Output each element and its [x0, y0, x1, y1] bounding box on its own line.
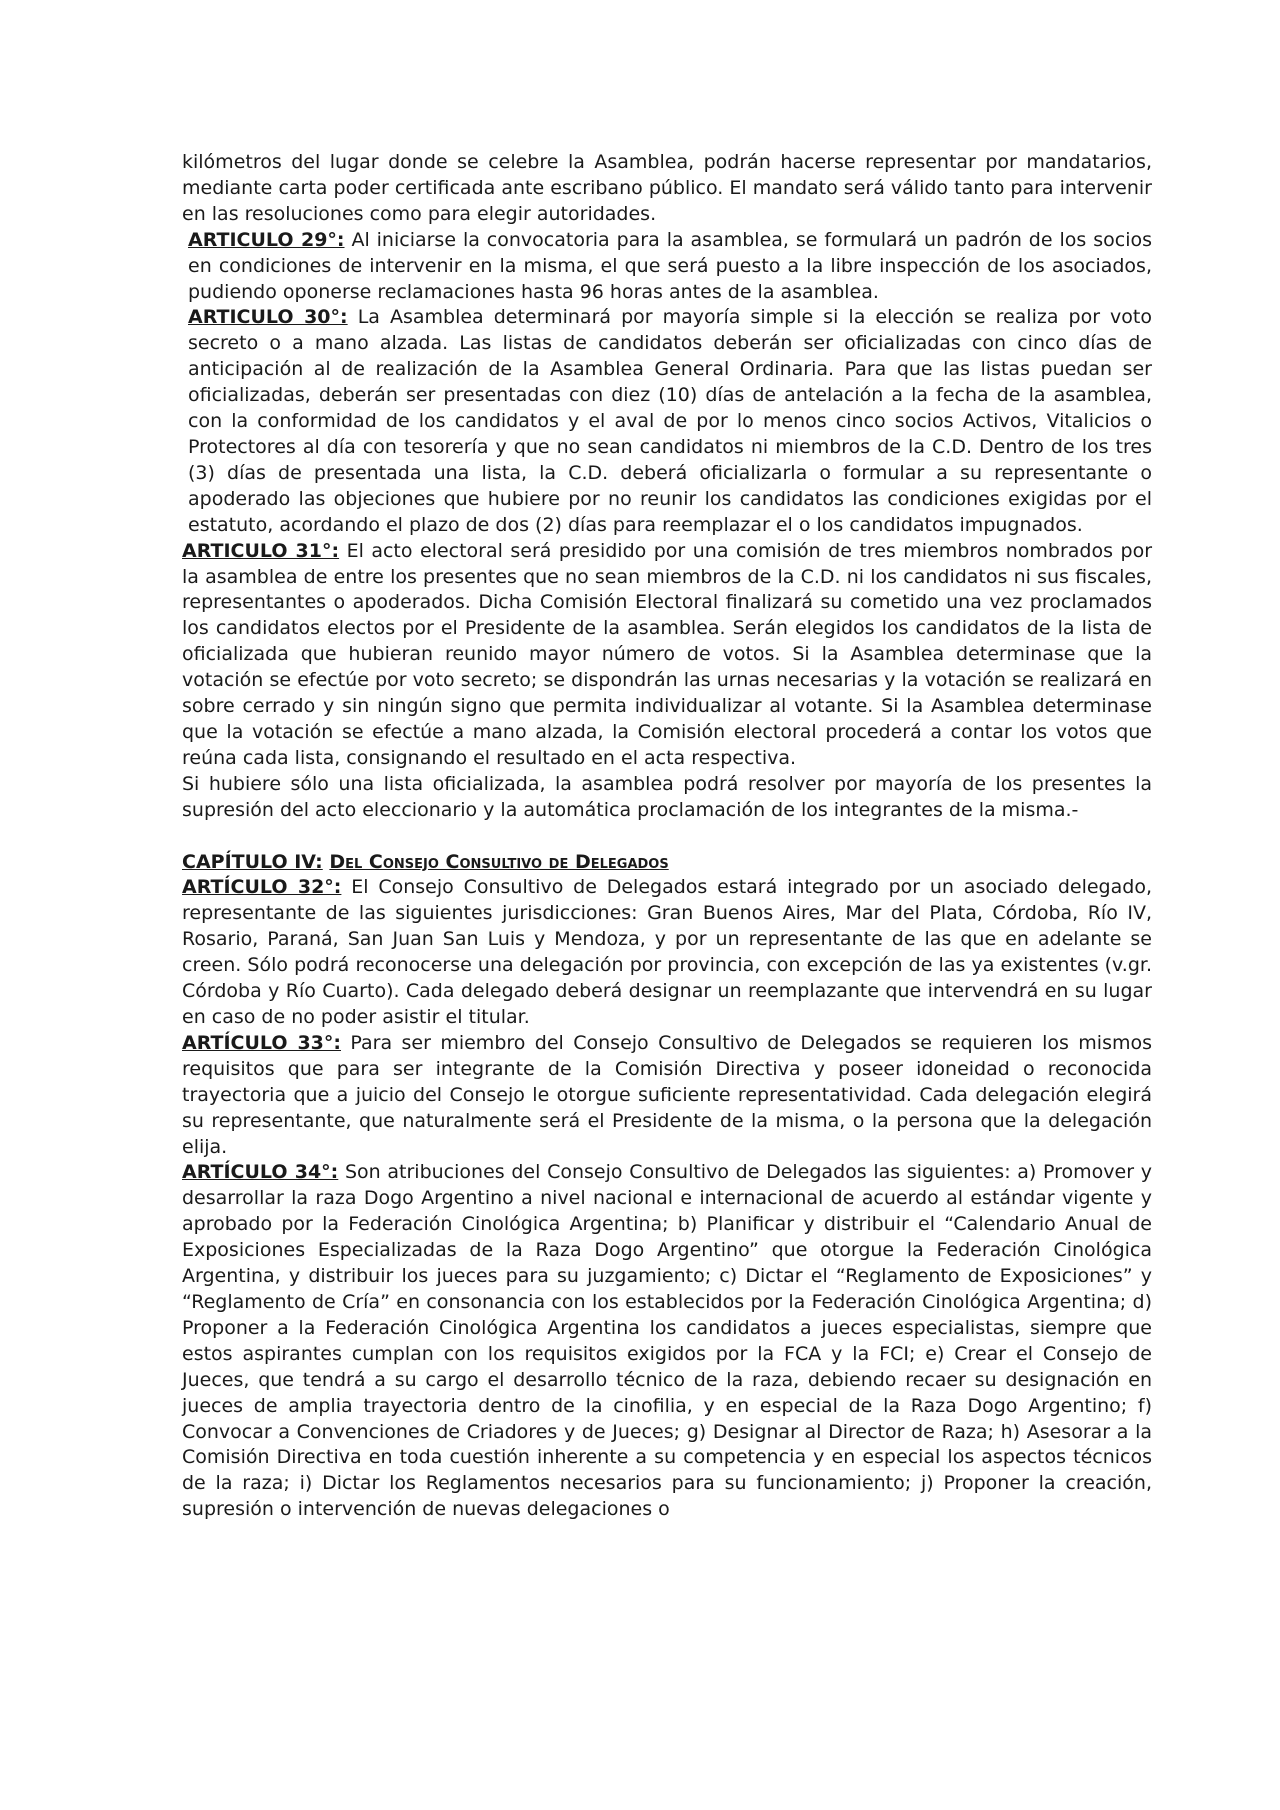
article-30-label: ARTICULO 30°:: [188, 306, 348, 329]
article-32: [182, 875, 1152, 1030]
article-31-label: ARTICULO 31°:: [182, 539, 340, 562]
article-34-text: Son atribuciones del Consejo Consultivo de Delegados las siguientes: a) Promover y desarrollar la raza Dogo Argentino a nivel nacional e internacional de acuerdo al estándar vigente y aprobado por la Federación Cinológica Argentina; b) Planificar y distribuir el “Calendario Anual de Exposiciones Especializadas de la Raza Dogo Argentino” que otorgue la Federación Cinológica Argentina, y distribuir los jueces para su juzgamiento; c) Dictar el “Reglamento de Exposiciones” y “Reglamento de Cría” en consonancia con los establecidos por la Federación Cinológica Argentina; d) Proponer a la Federación Cinológica Argentina los candidatos a jueces especialistas, siempre que estos aspirantes cumplan con los requisitos exigidos por la FCA y la FCI; e) Crear el Consejo de Jueces, que tendrá a su cargo el desarrollo técnico de la raza, debiendo recaer su designación en jueces de amplia trayectoria dentro de la cinofilia, y en especial de la Raza Dogo Argentino; f) Convocar a Convenciones de Criadores y de Jueces; g) Designar al Director de Raza; h) Asesorar a la Comisión Directiva en toda cuestión inherente a su competencia y en especial los aspectos técnicos de la raza; i) Dictar los Reglamentos necesarios para su funcionamiento; j) Proponer la creación, supresión o intervención de nuevas delegaciones o: [182, 1161, 1152, 1521]
article-31: [182, 539, 1152, 772]
article-33-text: Para ser miembro del Consejo Consultivo de Delegados se requieren los mismos requisitos que para ser integrante de la Comisión Directiva y poseer idoneidad o reconocida trayectoria que a juicio del Consejo le otorgue suficiente representatividad. Cada delegación elegirá su representante, que naturalmente será el Presidente de la misma, o la persona que la delegación elija.: [182, 1031, 1152, 1158]
article-32-label: ARTÍCULO 32°:: [182, 876, 342, 899]
chapter-label: CAPÍTULO IV:: [182, 850, 323, 873]
article-30: [182, 305, 1152, 538]
article-33-label: ARTÍCULO 33°:: [182, 1031, 341, 1054]
closing-paragraph: Si hubiere sólo una lista oficializada, la asamblea podrá resolver por mayoría de los presentes la supresión del acto eleccionario y la automática proclamación de los integrantes de la misma.-: [182, 772, 1152, 821]
article-33: [182, 1031, 1152, 1161]
article-29-label: ARTICULO 29°:: [188, 228, 345, 251]
article-34-label: ARTÍCULO 34°:: [182, 1161, 339, 1184]
article-30-text: La Asamblea determinará por mayoría simple si la elección se realiza por voto secreto o a mano alzada. Las listas de candidatos deberán ser oficializadas con cinco días de anticipación al de realización de la Asamblea General Ordinaria. Para que las listas puedan ser oficializadas, deberán ser presentadas con diez (10) días de antelación a la fecha de la asamblea, con la conformidad de los candidatos y el aval de por lo menos cinco socios Activos, Vitalicios o Protectores al día con tesorería y que no sean candidatos ni miembros de la C.D. Dentro de los tres (3) días de presentada una lista, la C.D. deberá oficializarla o formular a su representante o apoderado las objeciones que hubiere por no reunir los candidatos las condiciones exigidas por el estatuto, acordando el plazo de dos (2) días para reemplazar el o los candidatos impugnados.: [188, 306, 1153, 536]
chapter-title: Del Consejo Consultivo de Delegados: [329, 850, 669, 873]
intro-paragraph: kilómetros del lugar donde se celebre la Asamblea, podrán hacerse representar por mandatarios, mediante carta poder certificada ante escribano público. El mandato será válido tanto para intervenir en las resoluciones como para elegir autoridades.: [182, 151, 1152, 225]
article-29: [182, 228, 1152, 306]
article-29-text: Al iniciarse la convocatoria para la asamblea, se formulará un padrón de los socios en condiciones de intervenir en la misma, el que será puesto a la libre inspección de los asociados, pudiendo oponerse reclamaciones hasta 96 horas antes de la asamblea.: [188, 228, 1152, 303]
article-32-text: El Consejo Consultivo de Delegados estará integrado por un asociado delegado, representante de las siguientes jurisdicciones: Gran Buenos Aires, Mar del Plata, Córdoba, Río IV, Rosario, Paraná, San Juan San Luis y Mendoza, y por un representante de las que en adelante se creen. Sólo podrá reconocerse una delegación por provincia, con excepción de las ya existentes (v.gr. Córdoba y Río Cuarto). Cada delegado deberá designar un reemplazante que intervendrá en su lugar en caso de no poder asistir el titular.: [182, 876, 1152, 1028]
article-31-text: El acto electoral será presidido por una comisión de tres miembros nombrados por la asamblea de entre los presentes que no sean miembros de la C.D. ni los candidatos ni sus fiscales, representantes o apoderados. Dicha Comisión Electoral finalizará su cometido una vez proclamados los candidatos electos por el Presidente de la asamblea. Serán elegidos los candidatos de la lista de oficializada que hubieran reunido mayor número de votos. Si la Asamblea determinase que la votación se efectúe por voto secreto; se dispondrán las urnas necesarias y la votación se realizará en sobre cerrado y sin ningún signo que permita individualizar al votante. Si la Asamblea determinase que la votación se efectúe a mano alzada, la Comisión electoral procederá a contar los votos que reúna cada lista, consignando el resultado en el acta respectiva.: [182, 539, 1152, 769]
document-page: [182, 150, 1152, 1523]
article-34: [182, 1160, 1152, 1523]
chapter-heading: [182, 850, 1152, 876]
